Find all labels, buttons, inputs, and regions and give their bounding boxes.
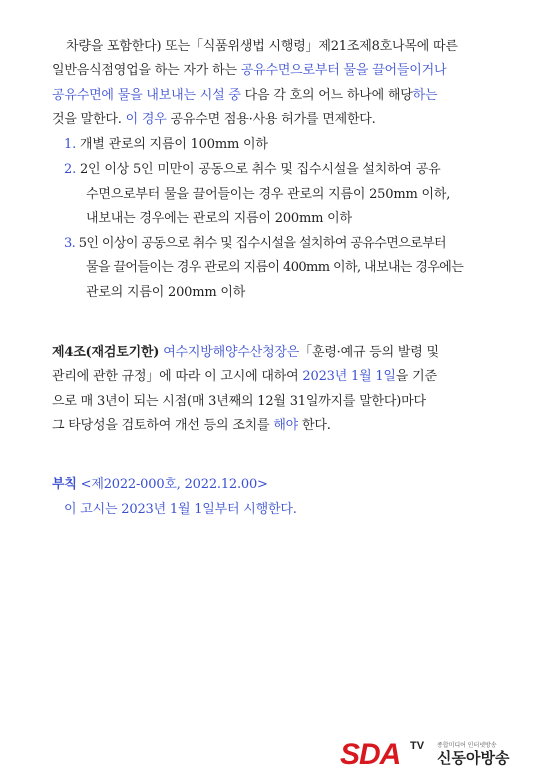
- intro-line-3: 공유수면에 물을 내보내는 시설 중 다음 각 호의 어느 하나에 해당하는: [52, 88, 438, 103]
- logo-mark: SDA: [340, 738, 401, 768]
- list-item-2-line-3: 내보내는 경우에는 관로의 지름이 200mm 이하: [86, 211, 352, 226]
- sda-tv-logo: [340, 738, 540, 768]
- addendum-body: 이 고시는 2023년 1월 1일부터 시행한다.: [64, 502, 297, 517]
- logo-name: 신동아방송: [437, 750, 510, 767]
- list-item-3-line-3: 관로의 지름이 200mm 이하: [86, 285, 246, 300]
- intro-line-1: 차량을 포함한다) 또는「식품위생법 시행령」제21조제8호나목에 따른: [66, 39, 458, 54]
- article-4-line-2: 관리에 관한 규정」에 따라 이 고시에 대하여 2023년 1월 1일을 기준: [52, 369, 437, 384]
- logo-tv: TV: [410, 740, 425, 752]
- list-item-2: 2. 2인 이상 5인 미만이 공동으로 취수 및 집수시설을 설치하여 공유: [64, 162, 441, 177]
- article-4-line-1: 제4조(재검토기한) 여수지방해양수산청장은「훈령·예규 등의 발령 및: [52, 345, 439, 360]
- list-item-1: 1. 개별 관로의 지름이 100mm 이하: [64, 137, 268, 152]
- addendum-header: [52, 477, 268, 493]
- sda-logo-icon: [340, 738, 540, 768]
- addendum-reference: <제2022-000호, 2022.12.00>: [76, 477, 268, 492]
- list-item-3: 3. 5인 이상이 공동으로 취수 및 집수시설을 설치하여 공유수면으로부터: [64, 236, 446, 251]
- article-4-title: 제4조(재검토기한): [52, 345, 160, 360]
- addendum-title: 부칙: [52, 477, 77, 492]
- list-item-3-line-2: 물을 끌어들이는 경우 관로의 지름이 400mm 이하, 내보내는 경우에는: [86, 260, 464, 275]
- article-4-line-4: 그 타당성을 검토하여 개선 등의 조치를 해야 한다.: [52, 418, 331, 433]
- list-item-2-line-2: 수면으로부터 물을 끌어들이는 경우 관로의 지름이 250mm 이하,: [86, 187, 451, 202]
- article-4-line-3: 으로 매 3년이 되는 시점(매 3년째의 12월 31일까지를 말한다)마다: [52, 394, 426, 409]
- intro-line-4: 것을 말한다. 이 경우 공유수면 점용·사용 허가를 면제한다.: [52, 112, 376, 127]
- intro-line-2: 일반음식점영업을 하는 자가 하는 공유수면으로부터 물을 끌어들이거나: [52, 63, 447, 78]
- logo-tagline: 종합미디어 인터넷방송: [437, 743, 497, 749]
